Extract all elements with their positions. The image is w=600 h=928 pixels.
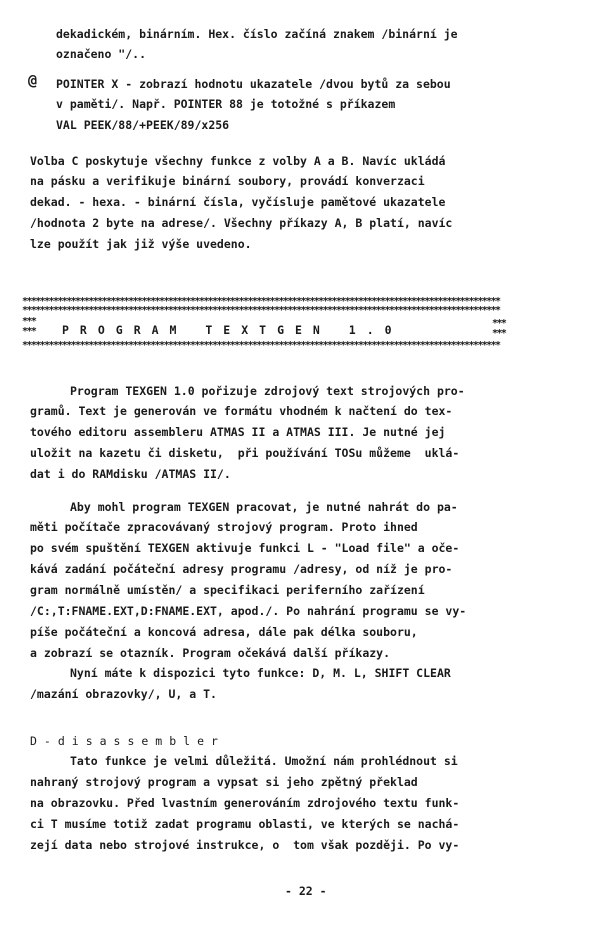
para1-line-1: Program TEXGEN 1.0 pořizuje zdrojový text strojových pro- — [70, 384, 465, 398]
para1-line-5: dat i do RAMdisku /ATMAS II/. — [30, 467, 231, 481]
para2-line-1: Aby mohl program TEXGEN pracovat, je nutné nahrát do pa- — [70, 500, 458, 514]
program-banner — [22, 297, 518, 355]
para2-line-8: a zobrazí se otazník. Program očekává další příkazy. — [30, 646, 391, 660]
volba-line-3: dekad. - hexa. - binární čísla, vyčísluje pamětové ukazatele — [30, 195, 446, 209]
para3-line-1: Nyní máte k dispozici tyto funkce: D, M. L, SHIFT CLEAR — [70, 666, 451, 680]
pointer-line-2: v paměti/. Např. POINTER 88 je totožné s příkazem — [56, 97, 396, 111]
para1-line-4: uložit na kazetu či disketu, při používání TOSu můžeme uklá- — [30, 446, 460, 460]
para4-line-4: ci T musíme totiž zadat programu oblasti, ve kterých se nachá- — [30, 817, 460, 831]
banner-right-mark-1: *** — [492, 318, 506, 329]
volba-line-2: na pásku a verifikuje binární soubory, provádí konverzaci — [30, 174, 425, 188]
banner-top-stars-2: ************************************************************************************************************ — [22, 306, 500, 316]
para2-line-5: gram normálně umístěn/ a specifikaci periferního zařízení — [30, 583, 425, 597]
banner-top-stars: ************************************************************************************************************ — [22, 297, 500, 307]
para1-line-2: gramů. Text je generován ve formátu vhodném k načtení do tex- — [30, 404, 453, 418]
para4-line-2: nahraný strojový program a vypsat si jeho zpětný překlad — [30, 775, 418, 789]
para4-line-5: zejí data nebo strojové instrukce, o tom však později. Po vy- — [30, 838, 460, 852]
banner-bottom-stars: ************************************************************************************************************ — [22, 341, 500, 351]
intro-line-2: označeno "/.. — [56, 47, 147, 61]
para2-line-4: kává zadání počáteční adresy programu /adresy, od níž je pro- — [30, 562, 453, 576]
para1-line-3: tového editoru assembleru ATMAS II a ATMAS III. Je nutné jej — [30, 425, 446, 439]
banner-right-mark-2: *** — [492, 328, 506, 339]
section-heading-disassembler: D-disassembler — [30, 734, 225, 748]
at-sign-icon: @ — [28, 71, 38, 89]
intro-line-1: dekadickém, binárním. Hex. číslo začíná znakem /binární je — [56, 27, 458, 41]
banner-left-mark-2: *** — [22, 326, 36, 337]
page-number: - 22 - — [285, 884, 327, 898]
para2-line-6: /C:,T:FNAME.EXT,D:FNAME.EXT, apod./. Po nahrání programu se vy- — [30, 604, 467, 618]
volba-line-5: lze použít jak již výše uvedeno. — [30, 237, 252, 251]
para3-line-2: /mazání obrazovky/, U, a T. — [30, 687, 217, 701]
pointer-line-3: VAL PEEK/88/+PEEK/89/x256 — [56, 118, 230, 132]
para2-line-2: měti počítače zpracovávaný strojový program. Proto ihned — [30, 520, 418, 534]
para4-line-3: na obrazovku. Před lvastním generováním zdrojového textu funk- — [30, 796, 460, 810]
para4-line-1: Tato funkce je velmi důležitá. Umožní nám prohlédnout si — [70, 754, 458, 768]
pointer-line-1: POINTER X - zobrazí hodnotu ukazatele /dvou bytů za sebou — [56, 77, 451, 91]
volba-line-1: Volba C poskytuje všechny funkce z volby A a B. Navíc ukládá — [30, 154, 446, 168]
para2-line-3: po svém spuštění TEXGEN aktivuje funkci L - "Load file" a oče- — [30, 541, 460, 555]
banner-left-mark-1: *** — [22, 316, 36, 327]
volba-line-4: /hodnota 2 byte na adrese/. Všechny příkazy A, B platí, navíc — [30, 216, 453, 230]
para2-line-7: píše počáteční a koncová adresa, dále pak délka souboru, — [30, 625, 418, 639]
banner-title: PROGRAM TEXTGEN 1.0 — [62, 323, 403, 337]
